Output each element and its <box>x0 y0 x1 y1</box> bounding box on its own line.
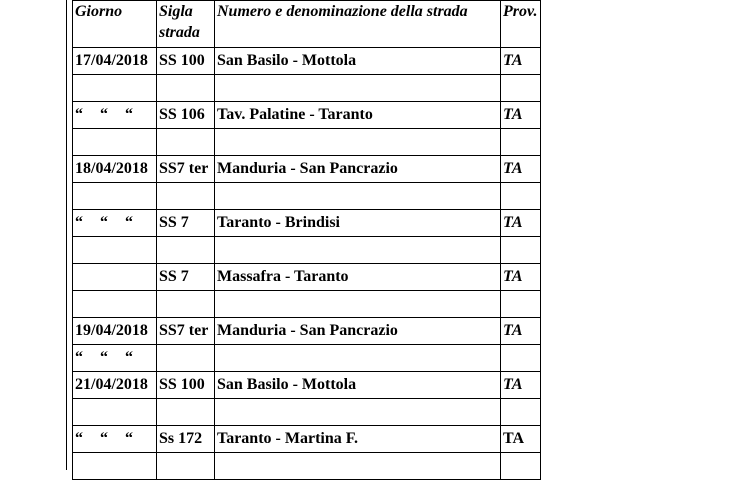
cell-sigla: SS 7 <box>157 210 215 237</box>
table-row <box>73 102 541 129</box>
table-row-blank <box>73 399 541 426</box>
cell-giorno: 21/04/2018 <box>73 372 157 399</box>
cell-strada: Tav. Palatine - Taranto <box>215 102 501 129</box>
header-prov: Prov. <box>501 1 541 48</box>
cell-giorno <box>73 210 157 237</box>
table-row <box>73 48 541 75</box>
cell-sigla: SS 7 <box>157 264 215 291</box>
cell-strada <box>215 345 501 372</box>
header-sigla-line2: strada <box>159 24 200 41</box>
header-giorno: Giorno <box>73 1 157 48</box>
cell-prov: TA <box>501 210 541 237</box>
cell-giorno: 19/04/2018 <box>73 318 157 345</box>
cell-sigla: SS7 ter <box>157 318 215 345</box>
table-row-blank <box>73 291 541 318</box>
cell-prov: TA <box>501 102 541 129</box>
roads-table <box>72 0 541 480</box>
table-row <box>73 345 541 372</box>
ditto-mark: “ <box>75 430 83 447</box>
cell-strada: Massafra - Taranto <box>215 264 501 291</box>
table-row-blank <box>73 183 541 210</box>
cell-prov: TA <box>501 426 541 453</box>
table-row-blank <box>73 129 541 156</box>
cell-sigla: SS 100 <box>157 48 215 75</box>
cell-prov: TA <box>501 48 541 75</box>
ditto-mark: “ <box>125 430 133 447</box>
cell-giorno <box>73 264 157 291</box>
ditto-mark: “ <box>125 349 133 366</box>
ditto-mark: “ <box>125 106 133 123</box>
cell-prov: TA <box>501 156 541 183</box>
table-row <box>73 372 541 399</box>
cell-sigla <box>157 345 215 372</box>
cell-giorno <box>73 102 157 129</box>
ditto-mark: “ <box>100 349 108 366</box>
table-header-row <box>73 1 541 48</box>
cell-giorno: 17/04/2018 <box>73 48 157 75</box>
table-row-blank <box>73 237 541 264</box>
cell-strada: Manduria - San Pancrazio <box>215 156 501 183</box>
table-row <box>73 210 541 237</box>
table-row-blank <box>73 75 541 102</box>
cell-prov <box>501 345 541 372</box>
table-row <box>73 318 541 345</box>
cell-sigla: SS7 ter <box>157 156 215 183</box>
ditto-mark: “ <box>75 106 83 123</box>
table-row <box>73 264 541 291</box>
header-sigla <box>157 1 215 48</box>
ditto-mark: “ <box>125 214 133 231</box>
ditto-mark: “ <box>75 349 83 366</box>
ditto-mark: “ <box>100 106 108 123</box>
ditto-mark: “ <box>100 430 108 447</box>
cell-strada: Taranto - Brindisi <box>215 210 501 237</box>
cell-prov: TA <box>501 318 541 345</box>
cell-giorno <box>73 426 157 453</box>
cell-strada: San Basilo - Mottola <box>215 48 501 75</box>
table-row <box>73 156 541 183</box>
header-sigla-line1: Sigla <box>159 3 193 20</box>
cell-prov: TA <box>501 264 541 291</box>
ditto-mark: “ <box>100 214 108 231</box>
margin-line <box>66 0 67 470</box>
cell-strada: Taranto - Martina F. <box>215 426 501 453</box>
header-denominazione: Numero e denominazione della strada <box>215 1 501 48</box>
cell-sigla: SS 100 <box>157 372 215 399</box>
cell-strada: Manduria - San Pancrazio <box>215 318 501 345</box>
cell-giorno <box>73 345 157 372</box>
cell-giorno: 18/04/2018 <box>73 156 157 183</box>
cell-sigla: Ss 172 <box>157 426 215 453</box>
cell-strada: San Basilo - Mottola <box>215 372 501 399</box>
cell-prov: TA <box>501 372 541 399</box>
table-row <box>73 426 541 453</box>
table-row-blank <box>73 453 541 480</box>
cell-sigla: SS 106 <box>157 102 215 129</box>
ditto-mark: “ <box>75 214 83 231</box>
